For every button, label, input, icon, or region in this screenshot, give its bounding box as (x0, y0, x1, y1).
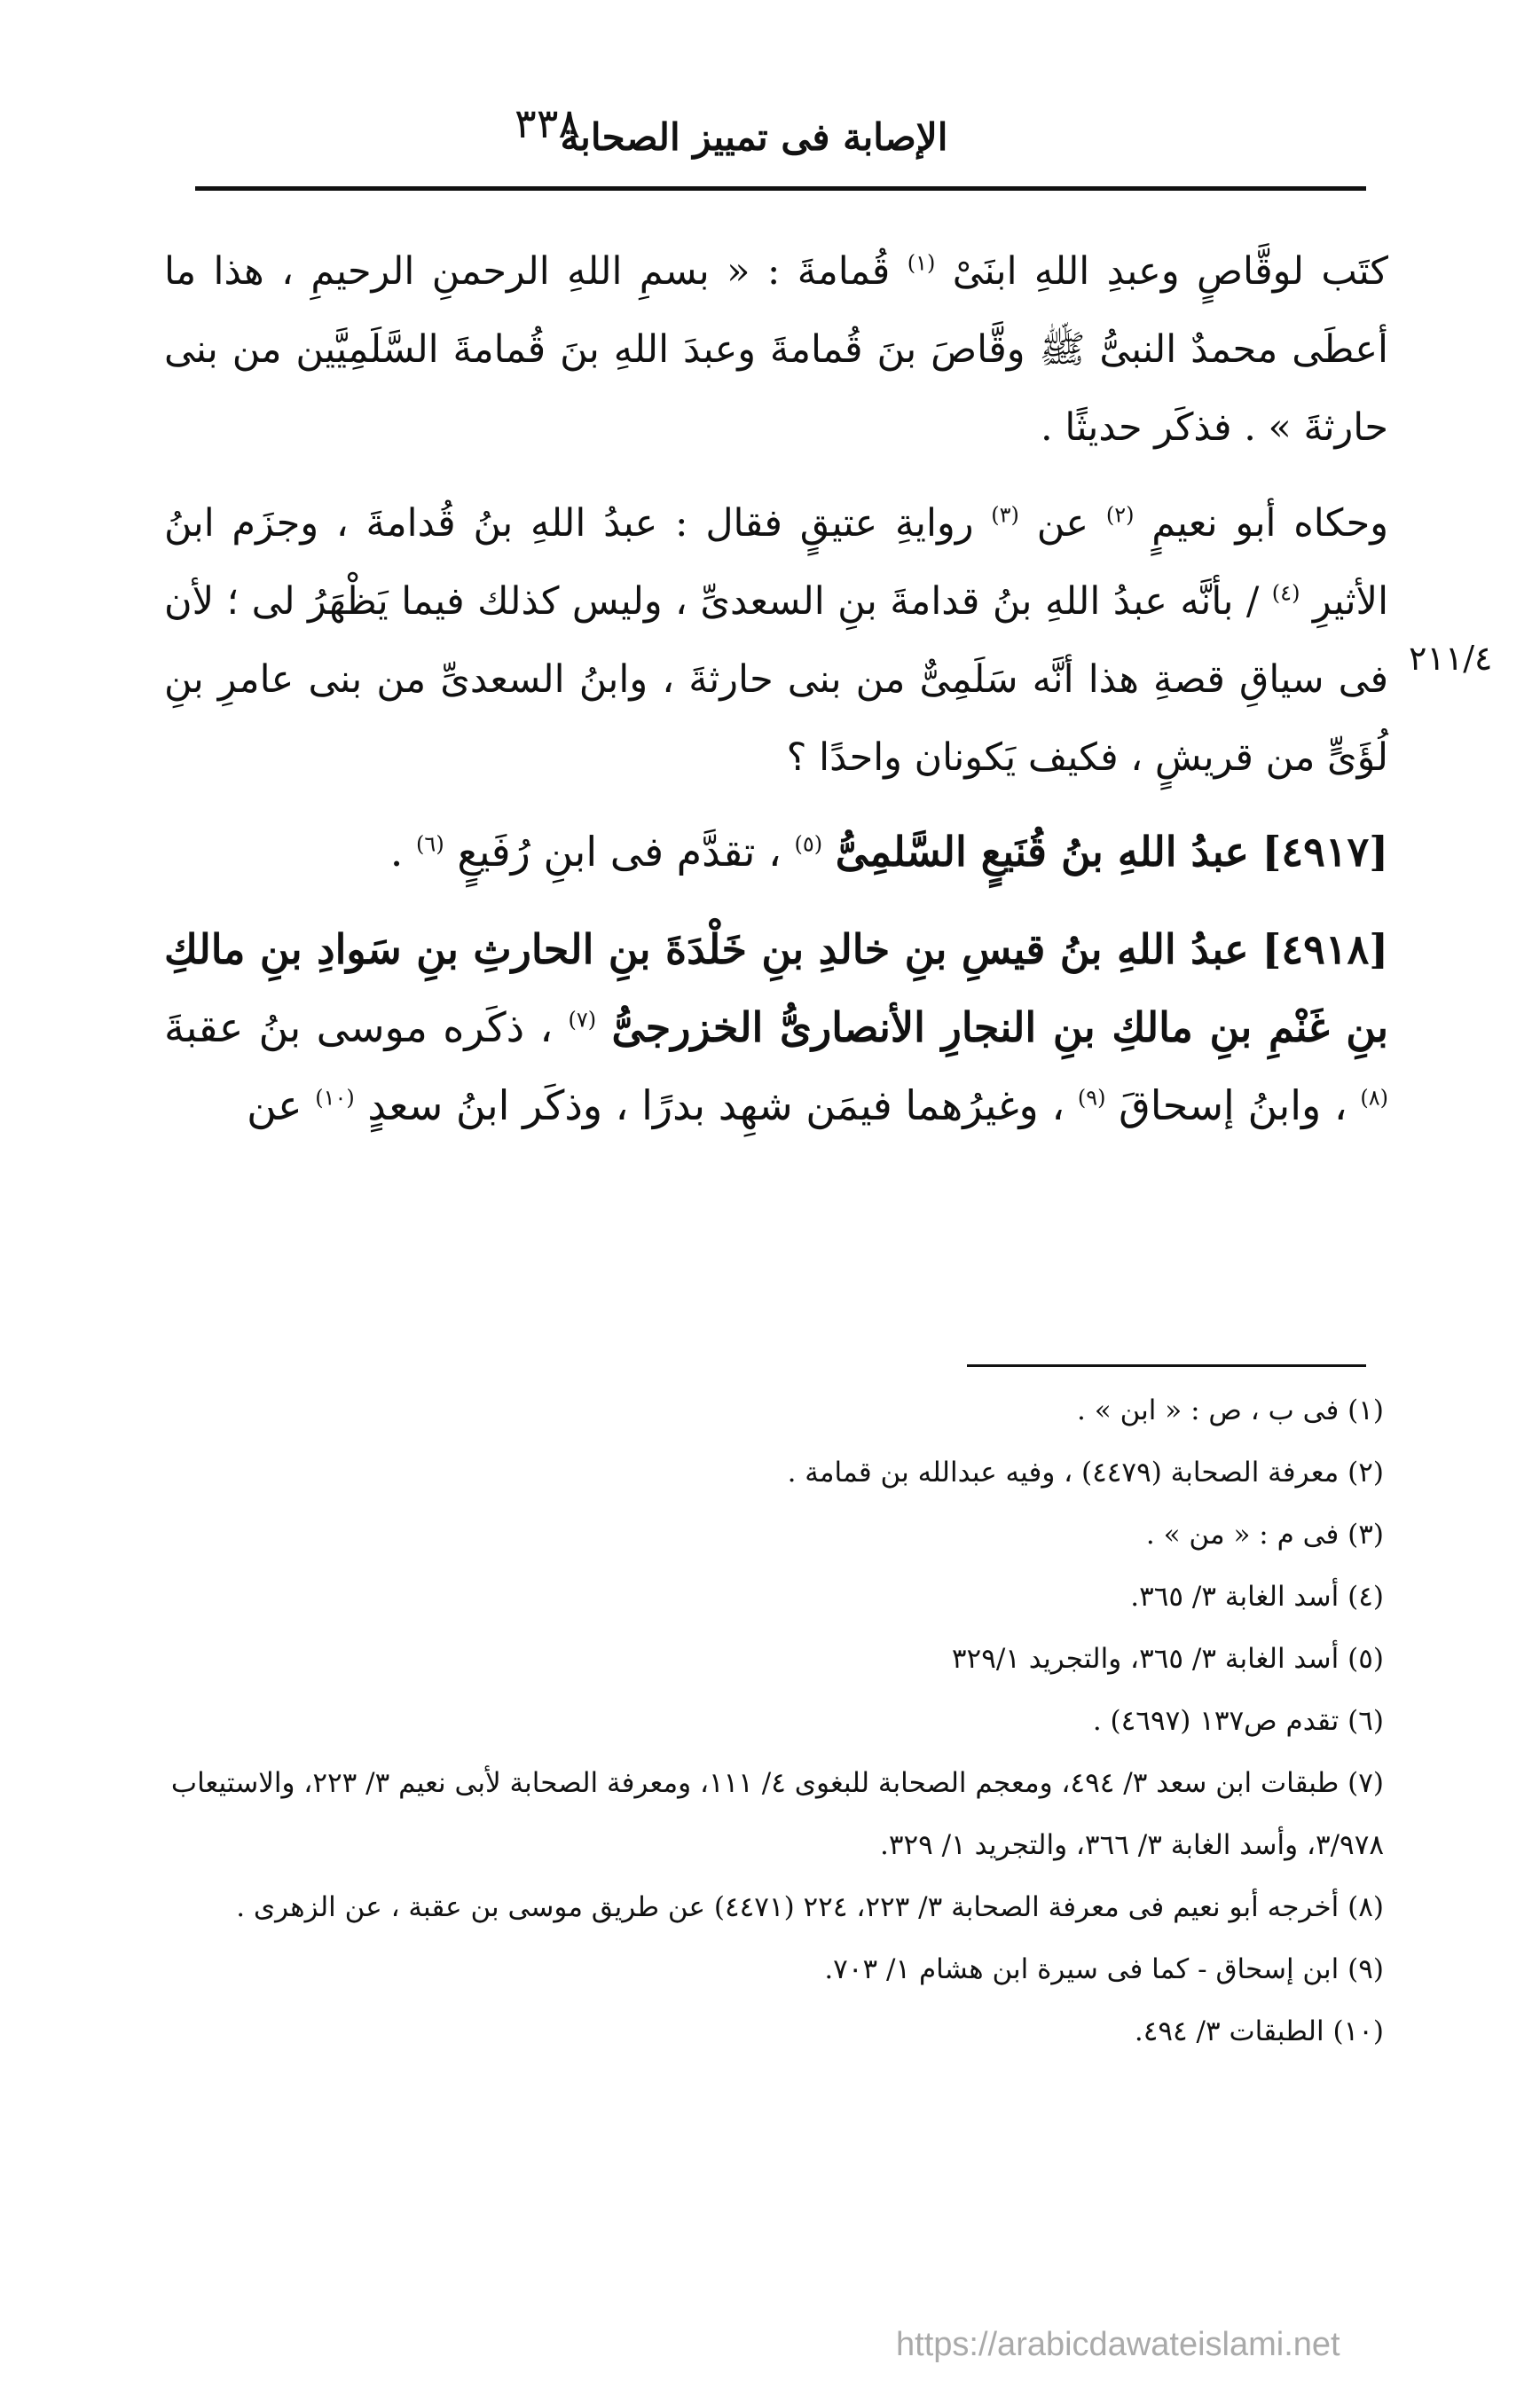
entry-number: [٤٩١٧] (1261, 828, 1388, 876)
margin-volume-page-reference: ٢١١/٤ (1409, 639, 1493, 678)
paragraph-2-text: عن (1036, 501, 1089, 546)
entry-text: ، ذكَره موسى بنُ عقبةَ (164, 1003, 554, 1051)
footnote-7: (٧) طبقات ابن سعد ٣/ ٤٩٤، ومعجم الصحابة للبغوى ٤/ ١١١، ومعرفة الصحابة لأبى نعيم ٣/ ٢٢٣، والاستيعاب ٣/٩٧٨، وأسد الغابة ٣/ ٣٦٦، والتجريد ١/ ٣٢٩. (170, 1767, 1384, 1861)
paragraph-1 (164, 232, 1388, 467)
entry-text: عن (247, 1081, 302, 1129)
footnote-marker-4[interactable]: (٤) (1271, 580, 1300, 606)
footnote-9: (٩) ابن إسحاق - كما فى سيرة ابن هشام ١/ ٧٠٣. (824, 1953, 1384, 1985)
entry-4917 (164, 813, 1388, 891)
entry-text: ، وغيرُهما فيمَن شهِد بدرًا ، وذكَر ابنُ سعدٍ (367, 1081, 1065, 1129)
footnote-separator (967, 1364, 1366, 1367)
entry-number: [٤٩١٨] (1261, 925, 1388, 973)
paragraph-2-text: روايةِ عتيقٍ فقال : عبدُ اللهِ بنُ قُدامةَ ، وجزَم ابنُ الأثيرِ (164, 501, 1389, 624)
entry-text: ، تقدَّم فى ابنِ رُفَيعٍ (457, 828, 782, 876)
footnote-1: (١) فى ب ، ص : « ابن » . (1077, 1394, 1384, 1426)
paragraph-1-text-continued: قُمامةَ : « بسمِ اللهِ الرحمنِ الرحيمِ ، هذا ما أعطَى محمدٌ النبىُّ ﷺ وقَّاصَ بنَ قُمامةَ وعبدَ اللهِ بنَ قُمامةَ السَّلَمِيَّين من بنى حارثةَ » . فذكَر حديثًا . (164, 249, 1388, 450)
footnote-marker-9[interactable]: (٩) (1077, 1085, 1106, 1111)
footnote-marker-2[interactable]: (٢) (1105, 502, 1135, 528)
footnote-marker-5[interactable]: (٥) (794, 831, 823, 857)
page-number: ٣٣٨ (515, 99, 581, 147)
entry-name: عبدُ اللهِ بنُ قُنَيعٍ السَّلمِىُّ (835, 828, 1250, 876)
footnote-marker-6[interactable]: (٦) (416, 831, 444, 857)
footnote-marker-1[interactable]: (١) (907, 250, 936, 276)
entry-4918 (164, 910, 1388, 1144)
entry-end: . (389, 828, 404, 876)
paragraph-2-text: وحكاه أبو نعيمٍ (1151, 501, 1389, 546)
watermark-url: https://arabicdawateislami.net (896, 2326, 1340, 2363)
entry-text: ، وابنُ إسحاقَ (1119, 1081, 1348, 1129)
paragraph-2 (164, 484, 1388, 797)
footnote-10: (١٠) الطبقات ٣/ ٤٩٤. (1134, 2015, 1384, 2047)
footnote-marker-7[interactable]: (٧) (568, 1007, 597, 1033)
paragraph-2-text: / بأنَّه عبدُ اللهِ بنُ قدامةَ بنِ السعدىِّ ، وليس كذلك فيما يَظْهَرُ لى ؛ لأن فى سياقِ قصةِ هذا أنَّه سَلَمِىٌّ من بنى حارثةَ ، وابنُ السعدىِّ من بنى عامرِ بنِ لُؤَىٍّ من قريشٍ ، فكيف يَكونان واحدًا ؟ (164, 579, 1388, 780)
main-text (164, 232, 1388, 1144)
footnote-2: (٢) معرفة الصحابة (٤٤٧٩) ، وفيه عبدالله بن قمامة . (787, 1457, 1384, 1489)
footnotes (169, 1379, 1384, 2062)
header-rule (195, 186, 1366, 191)
running-title: الإصابة فى تمييز الصحابة (560, 115, 948, 159)
footnote-marker-3[interactable]: (٣) (991, 502, 1019, 528)
footnote-marker-10[interactable]: (١٠) (315, 1085, 355, 1111)
footnote-3: (٣) فى م : « من » . (1145, 1519, 1384, 1551)
entry-name: عبدُ اللهِ بنُ قيسِ بنِ خالدِ بنِ خَلْدَةَ بنِ الحارثِ بنِ سَوادِ بنِ مالكِ بنِ غَنْمِ بنِ مالكِ بنِ النجارِ الأنصارىُّ الخزرجىُّ (164, 925, 1389, 1051)
footnote-8: (٨) أخرجه أبو نعيم فى معرفة الصحابة ٣/ ٢٢٣، ٢٢٤ (٤٤٧١) عن طريق موسى بن عقبة ، عن الزهرى . (236, 1891, 1384, 1923)
footnote-4: (٤) أسد الغابة ٣/ ٣٦٥. (1130, 1581, 1384, 1613)
footnote-marker-8[interactable]: (٨) (1360, 1085, 1388, 1111)
footnote-6: (٦) تقدم ص١٣٧ (٤٦٩٧) . (1092, 1705, 1384, 1737)
paragraph-1-text: كتَب لوقَّاصٍ وعبدِ اللهِ ابنَىْ (952, 249, 1389, 294)
footnote-5: (٥) أسد الغابة ٣/ ٣٦٥، والتجريد ٣٢٩/١ (951, 1643, 1384, 1675)
